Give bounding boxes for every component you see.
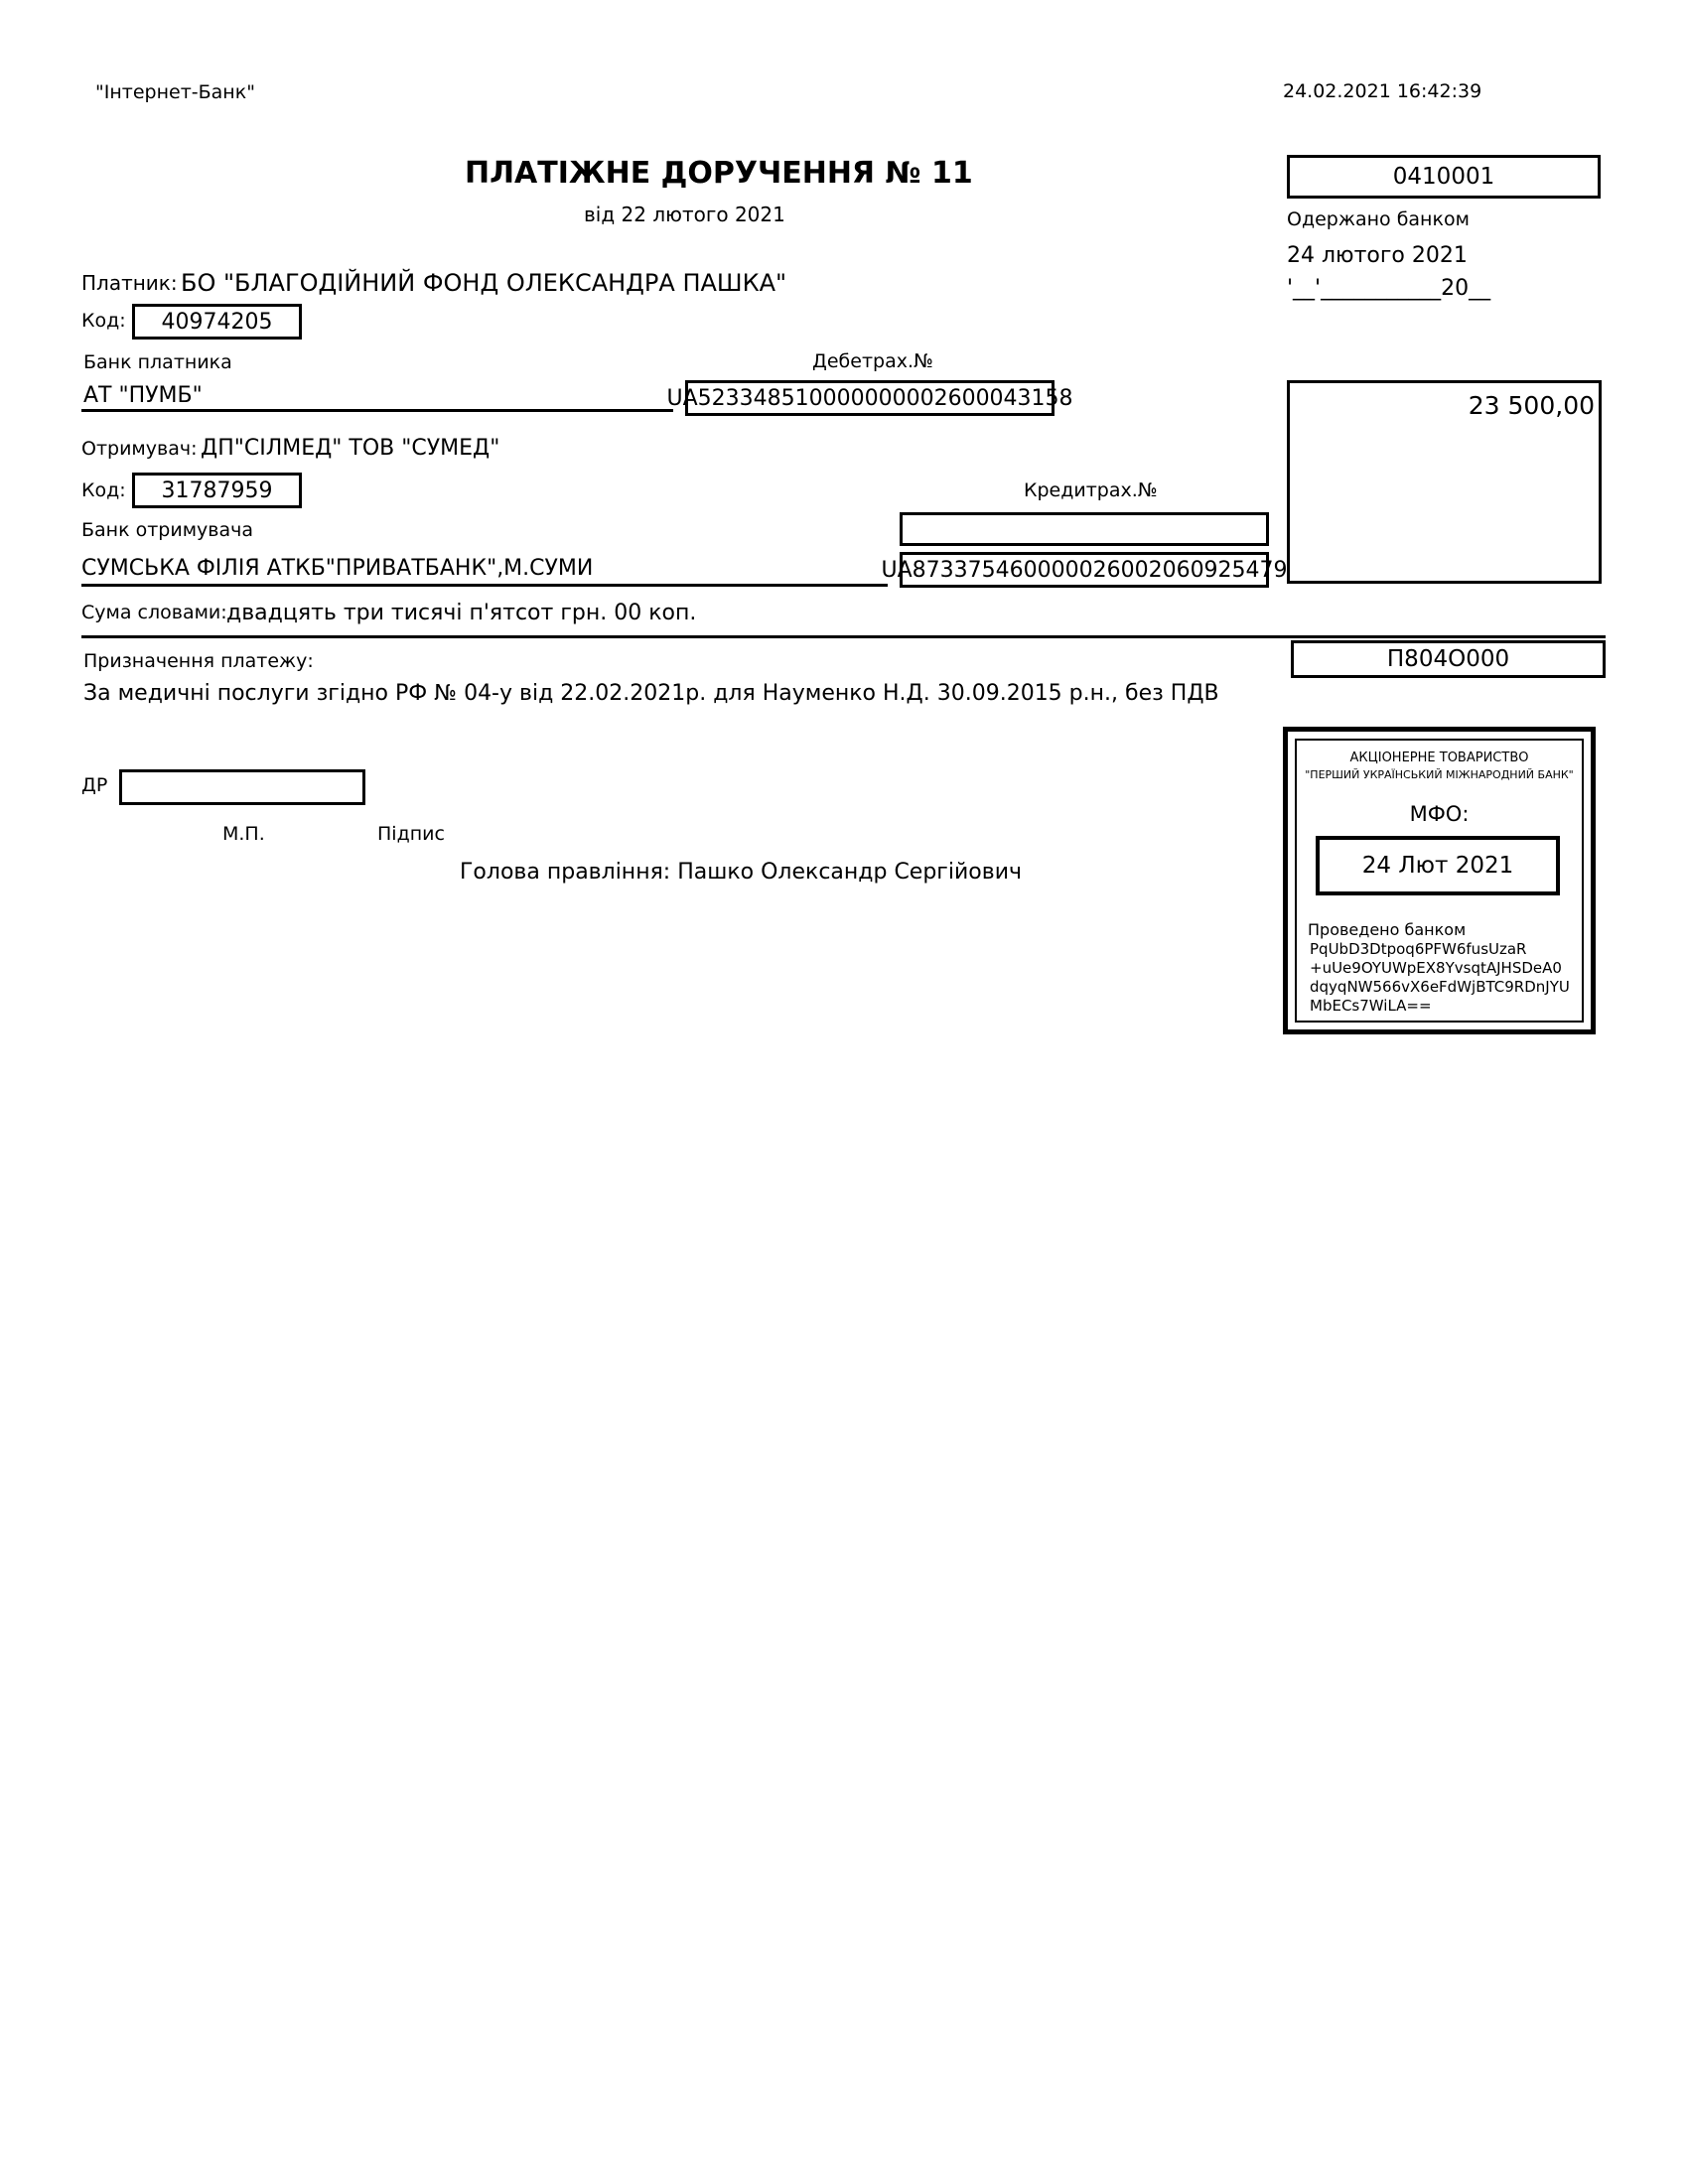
document-date: від 22 лютого 2021 xyxy=(584,203,785,226)
payer-bank: АТ "ПУМБ" xyxy=(83,383,203,408)
debit-account-box xyxy=(666,380,1073,416)
payer-code-box xyxy=(132,304,302,340)
stamp-hash-line: MbECs7WiLA== xyxy=(1310,997,1432,1015)
credit-account-box xyxy=(881,552,1288,588)
payer-label: Платник: xyxy=(81,271,178,295)
recipient-label: Отримувач: xyxy=(81,438,198,460)
recipient-bank-label: Банк отримувача xyxy=(81,519,254,541)
sum-words-label: Сума словами: xyxy=(81,602,227,623)
purpose-code: П804О000 xyxy=(1386,646,1510,672)
recipient-bank-underline xyxy=(81,584,888,587)
form-code-box xyxy=(1287,155,1601,199)
purpose-text: За медичні послуги згідно РФ № 04-у від 22.02.2021р. для Науменко Н.Д. 30.09.2015 р.н., без ПДВ xyxy=(83,681,1219,706)
payer-bank-label: Банк платника xyxy=(83,351,232,373)
dr-label: ДР xyxy=(81,774,108,796)
debit-account: UA523348510000000002600043158 xyxy=(666,385,1073,411)
amount-box xyxy=(1287,380,1602,584)
payer-bank-underline xyxy=(81,409,673,412)
payer-code: 40974205 xyxy=(161,309,273,335)
recipient-name: ДП"СІЛМЕД" ТОВ "СУМЕД" xyxy=(201,436,500,461)
recipient-bank: СУМСЬКА ФІЛІЯ АТКБ"ПРИВАТБАНК",М.СУМИ xyxy=(81,556,594,581)
recipient-code-label: Код: xyxy=(81,479,126,501)
mp-label: М.П. xyxy=(222,823,265,845)
purpose-label: Призначення платежу: xyxy=(83,650,314,672)
stamp-processed-label: Проведено банком xyxy=(1308,920,1467,939)
stamp-hash-line: PqUbD3Dtpoq6PFW6fusUzaR xyxy=(1310,940,1527,958)
credit-account-label: Кредитрах.№ xyxy=(1024,479,1158,501)
stamp-line-2: "ПЕРШИЙ УКРАЇНСЬКИЙ МІЖНАРОДНИЙ БАНК" xyxy=(1305,768,1574,781)
bank-system-name: "Інтернет-Банк" xyxy=(95,81,255,103)
signature-label: Підпис xyxy=(377,823,445,845)
received-date: 24 лютого 2021 xyxy=(1287,243,1468,268)
bank-stamp xyxy=(1283,727,1596,1034)
signer-name: Голова правління: Пашко Олександр Сергійович xyxy=(460,860,1022,885)
recipient-code-box xyxy=(132,473,302,508)
payer-name: БО "БЛАГОДІЙНИЙ ФОНД ОЛЕКСАНДРА ПАШКА" xyxy=(181,269,787,297)
stamp-date-box xyxy=(1316,836,1560,895)
print-datetime: 24.02.2021 16:42:39 xyxy=(1283,80,1482,102)
stamp-hash-line: +uUe9OYUWpEX8YvsqtAJHSDeA0 xyxy=(1310,959,1562,977)
divider-line xyxy=(81,635,1606,638)
blank-date: '__'___________20__ xyxy=(1287,276,1491,301)
payer-code-label: Код: xyxy=(81,310,126,332)
stamp-date: 24 Лют 2021 xyxy=(1361,853,1514,879)
credit-account: UA873375460000026002060925479 xyxy=(881,557,1288,583)
form-code: 0410001 xyxy=(1392,164,1495,190)
stamp-line-1: АКЦІОНЕРНЕ ТОВАРИСТВО xyxy=(1349,751,1529,765)
purpose-code-box xyxy=(1291,640,1606,678)
amount-value: 23 500,00 xyxy=(1468,391,1595,420)
dr-box xyxy=(119,769,365,805)
recipient-code: 31787959 xyxy=(161,478,273,503)
stamp-mfo-label: МФО: xyxy=(1409,802,1470,826)
document-title: ПЛАТІЖНЕ ДОРУЧЕННЯ № 11 xyxy=(465,156,973,191)
stamp-hash-line: dqyqNW566vX6eFdWjBTC9RDnJYU xyxy=(1310,978,1570,996)
received-label: Одержано банком xyxy=(1287,208,1470,230)
sum-words-value: двадцять три тисячі п'ятсот грн. 00 коп. xyxy=(226,601,697,625)
credit-account-empty-box xyxy=(900,512,1269,546)
debit-account-label: Дебетрах.№ xyxy=(812,350,933,372)
